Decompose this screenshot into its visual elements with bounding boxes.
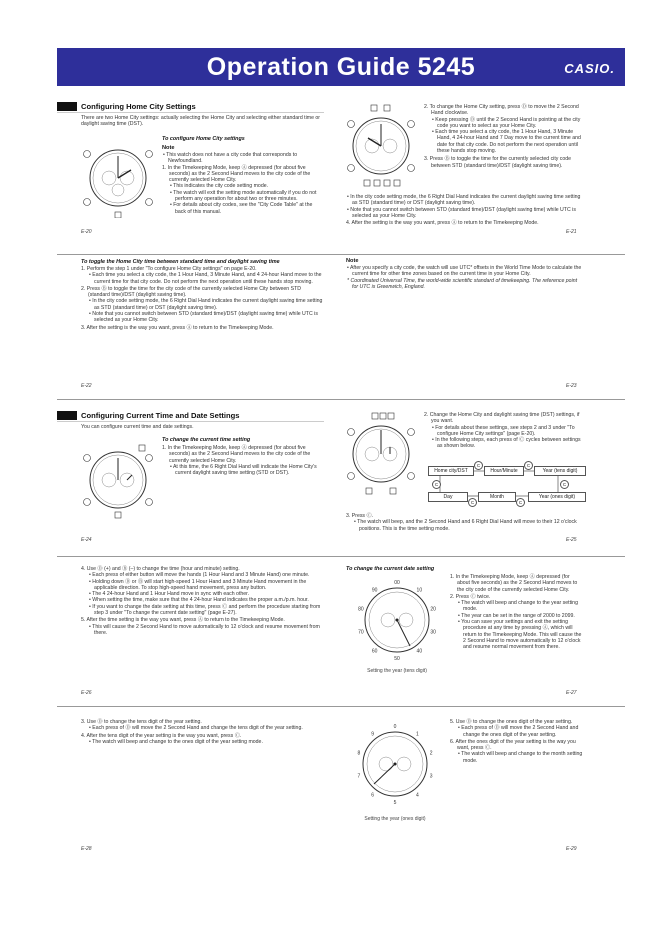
page-number: E-22 (81, 383, 92, 389)
subheading: To toggle the Home City time between standard time and daylight saving time (81, 259, 280, 265)
subheading: To change the current time setting (162, 437, 251, 443)
section-divider (57, 556, 625, 557)
section-marker (57, 411, 77, 420)
text-block: 3. Use Ⓓ to change the tens digit of the year setting. • Each press of Ⓓ will move the 2 Second Hand and change the tens digit of the year setting. 4. After the tens digit of the year setting is the way you want, press Ⓒ. • The watch will beep and change to the ones digit of the year setting mode. (81, 719, 303, 745)
section-divider (57, 399, 625, 400)
section-divider (57, 254, 625, 255)
dial-digit-label: 7 (357, 773, 361, 780)
dial-digit-label: 50 (394, 656, 400, 662)
diagram-caption: Setting the year (tens digit) (367, 668, 427, 674)
section-heading: Configuring Current Time and Date Settings (81, 411, 240, 420)
flow-step: Year (ones digit) (528, 492, 586, 502)
dial-digit-label: 8 (357, 750, 361, 757)
page-number: E-28 (81, 846, 92, 852)
page-number: E-24 (81, 537, 92, 543)
dial-digit-label: 2 (429, 750, 433, 757)
watch-diagram (346, 412, 416, 496)
dial-digit-label: 1 (415, 731, 419, 738)
note-label: Note (346, 258, 359, 264)
dial-digit-label: 30 (430, 629, 436, 636)
text-block: 4. Use Ⓓ (+) and Ⓑ (–) to change the time (hour and minute) setting. • Each press of either button will move the hands (1 Hour Hand and 3 Minute Hand) one minute. • Holding down Ⓓ or Ⓑ will start high-speed 1 Hour Hand and 3 Minute Hand movement in the applicable direction. To stop high-speed hand movement, press any button. • The 4 24-hour Hand and 1 Hour Hand move in sync with each other. • When setting the time, make sure that the 4 24-hour Hand indicates the proper a.m./p.m. hour. • If you want to change the date setting at this time, press Ⓒ and perform the procedure starting from step 3 under "To change the current date setting" (page E-27). 5. After the time setting is the way you want, press Ⓐ to return to the Timekeeping Mode. • This will cause the 2 Second Hand to move automatically to 12 o'clock and resume movement from there. (81, 566, 321, 636)
text-block: • This watch does not have a city code that corresponds to Newfoundland. 1. In the Timekeeping Mode, keep Ⓐ depressed (for about five seconds) as the 2 Second Hand moves to the city code of the currently selected Home City. • This indicates the city code setting mode. • The watch will exit the setting mode automatically if you do not perform any operation for about two or three minutes. • For details about city codes, see the "City Code Table" at the back of this manual. (162, 152, 317, 215)
watch-diagram (79, 140, 157, 218)
dial-digit-label: 70 (358, 629, 364, 636)
page-number: E-29 (566, 846, 577, 852)
flow-step: Home city/DST (428, 466, 474, 476)
intro-text: You can configure current time and date settings. (81, 424, 194, 430)
c-button-icon: C (474, 461, 483, 470)
page-number: E-25 (566, 537, 577, 543)
text-block: • In the city code setting mode, the 6 Right Dial Hand indicates the current daylight saving time setting as STD (standard time) or DST (daylight saving time). • Note that you cannot switch between STD (standard time)/DST (daylight saving time) while UTC is selected as your Home City. 4. After the setting is the way you want, press Ⓐ to return to the Timekeeping Mode. (346, 194, 581, 227)
dial-digit-label: 20 (430, 606, 436, 613)
dial-digit-label: 10 (416, 587, 423, 594)
dial-digit-label: 80 (358, 606, 364, 613)
subheading: To change the current date setting (346, 566, 435, 572)
intro-text: There are two Home City settings: actually selecting the Home City and selecting either standard time or daylight saving time (DST). (81, 115, 321, 128)
dial-digit-label: 3 (429, 773, 433, 780)
text-block: • After you specify a city code, the watch will use UTC* offsets in the World Time Mode to calculate the current time for other time zones based on the current time in your Home City. * Coordinated Universal Time, the world-wide scientific standard of timekeeping. The reference point for UTC is Greenwich, England. (347, 265, 582, 290)
text-block: 3. Press Ⓒ. • The watch will beep, and the 2 Second Hand and 6 Right Dial Hand will move to their 12 o'clock positions. This is the time setting mode. (346, 513, 577, 532)
text-block: 1. In the Timekeeping Mode, keep Ⓐ depressed (for about five seconds) as the 2 Second Hand moves to the city code of the currently selected Home City. • At this time, the 6 Right Dial Hand will indicate the Home City's current daylight saving time setting (STD or DST). (162, 445, 317, 477)
page-number: E-20 (81, 229, 92, 235)
text-block: 1. In the Timekeeping Mode, keep Ⓐ depressed (for about five seconds) as the 2 Second Hand moves to the city code of the currently selected Home City. 2. Press Ⓒ twice. • The watch will beep and change to the year setting mode. • The year can be set in the range of 2000 to 2099. • You can save your settings and exit the setting procedure at any time by pressing Ⓐ, which will return to the Timekeeping Mode. This will cause the 2 Second Hand to move automatically to 12 o'clock and resume normal movement from there. (450, 574, 582, 651)
page-number: E-26 (81, 690, 92, 696)
watch-diagram (346, 104, 416, 188)
settings-cycle-diagram (428, 463, 584, 506)
dial-digit-label: 00 (394, 580, 400, 586)
text-block: 1. Perform the step 1 under "To configure Home City settings" on page E-20. • Each time you select a city code, the 1 Hour Hand, 3 Minute Hand, and 4 24-hour Hand move to the current time for that city code. Do not perform the next operation until these hands stop moving. 2. Press Ⓑ to toggle the time for the city code of the currently selected Home City between STD (standard time)/DST (daylight saving time). • In the city code setting mode, the 6 Right Dial Hand indicates the current daylight saving time setting as STD (standard time) or DST (daylight saving time). • Note that you cannot switch between STD (standard time)/DST (daylight saving time) while UTC is selected as your Home City. 3. After the setting is the way you want, press Ⓐ to return to the Timekeeping Mode. (81, 266, 323, 331)
dial-digit-label: 6 (371, 792, 375, 799)
dial-digit-label: 60 (371, 648, 378, 655)
year-ones-dial-diagram (350, 718, 440, 810)
dial-digit-label: 5 (393, 800, 397, 806)
dial-digit-label: 9 (371, 731, 375, 738)
text-block: 2. To change the Home City setting, press Ⓓ to move the 2 Second Hand clockwise. • Keep pressing Ⓓ until the 2 Second Hand is pointing at the city code you want to select as your Home City. • Each time you select a city code, the 1 Hour Hand, 3 Minute Hand, 4 24-hour Hand and 7 Day move to the current time and date for that city code. Do not perform the next operation until these hands stop moving. 3. Press Ⓑ to toggle the time for the currently selected city code between STD (standard time)/DST (daylight saving time). (424, 104, 581, 169)
page-title: Operation Guide 5245 (206, 53, 476, 81)
section-marker (57, 102, 77, 111)
watch-diagram (79, 442, 157, 520)
c-button-icon: C (560, 480, 569, 489)
subheading: To configure Home City settings (162, 136, 245, 142)
flow-step: Month (478, 492, 516, 502)
header-banner (57, 48, 625, 86)
dial-digit-label: 4 (415, 792, 419, 799)
flow-step: Hour/Minute (484, 466, 524, 476)
heading-underline (57, 421, 324, 422)
c-button-icon: C (516, 498, 525, 507)
c-button-icon: C (432, 480, 441, 489)
diagram-caption: Setting the year (ones digit) (364, 816, 426, 822)
text-block: 2. Change the Home City and daylight saving time (DST) settings, if you want. • For details about these settings, see steps 2 and 3 under "To configure Home City settings" (page E-20). • In the following steps, each press of Ⓒ cycles between settings as shown below. (424, 412, 581, 450)
flow-step: Day (428, 492, 468, 502)
page-number: E-23 (566, 383, 577, 389)
page-number: E-27 (566, 690, 577, 696)
year-tens-dial-diagram (352, 574, 442, 666)
flow-step: Year (tens digit) (534, 466, 586, 476)
dial-digit-label: 90 (371, 587, 378, 594)
c-button-icon: C (524, 461, 533, 470)
dial-digit-label: 40 (416, 648, 423, 655)
note-label: Note (162, 145, 175, 151)
heading-underline (57, 112, 324, 113)
c-button-icon: C (468, 498, 477, 507)
page-number: E-21 (566, 229, 577, 235)
section-divider (57, 706, 625, 707)
text-block: 5. Use Ⓓ to change the ones digit of the year setting. • Each press of Ⓓ will move the 2 Second Hand and change the ones digit of the year setting. 6. After the ones digit of the year setting is the way you want, press Ⓒ. • The watch will beep and change to the month setting mode. (450, 719, 583, 764)
dial-digit-label: 0 (393, 724, 397, 730)
brand-logo: CASIO. (564, 61, 615, 76)
section-heading: Configuring Home City Settings (81, 102, 196, 111)
